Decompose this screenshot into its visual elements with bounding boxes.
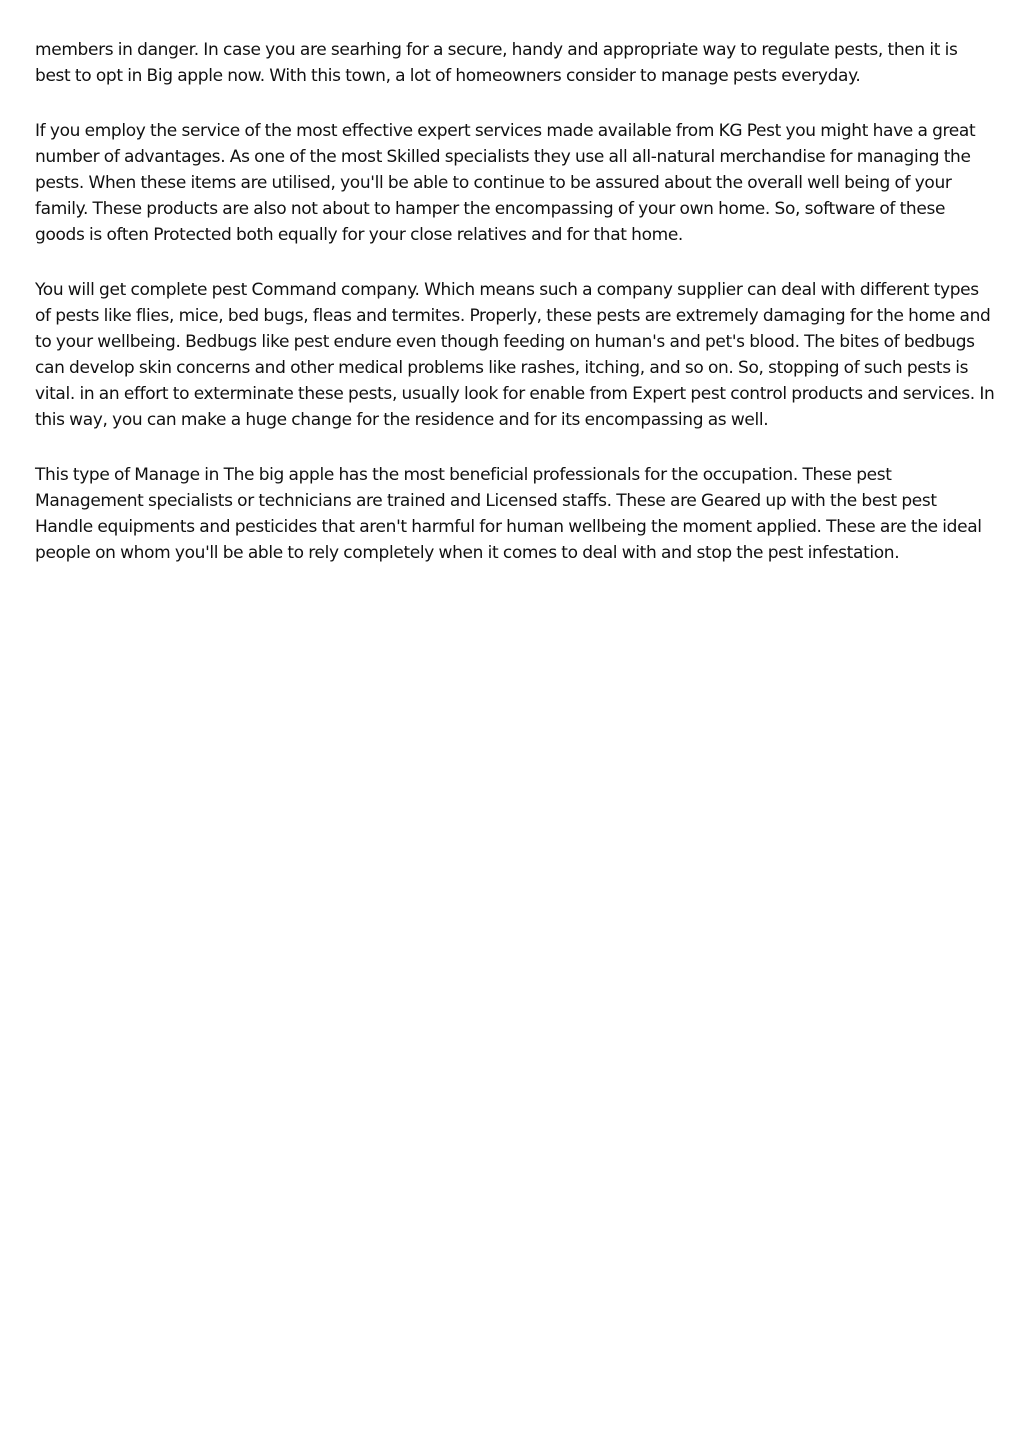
paragraph-4: This type of Manage in The big apple has the most beneficial professionals for the occupation. These pest Management specialists or technicians are trained and Licensed staffs. These are Geared up with the best pest Handle equipments and pesticides that aren't harmful for human wellbeing the moment applied. These are the ideal people on whom you'll be able to rely completely when it comes to deal with and stop the pest infestation. [35,465,982,563]
document-body [35,37,995,595]
paragraph-2: If you employ the service of the most effective expert services made available from KG Pest you might have a great number of advantages. As one of the most Skilled specialists they use all all-natural merchandise for managing the pests. When these items are utilised, you'll be able to continue to be assured about the overall well being of your family. These products are also not about to hamper the encompassing of your own home. So, software of these goods is often Protected both equally for your close relatives and for that home. [35,121,976,245]
paragraph-3: You will get complete pest Command company. Which means such a company supplier can deal with different types of pests like flies, mice, bed bugs, fleas and termites. Properly, these pests are extremely damaging for the home and to your wellbeing. Bedbugs like pest endure even though feeding on human's and pet's blood. The bites of bedbugs can develop skin concerns and other medical problems like rashes, itching, and so on. So, stopping of such pests is vital. in an effort to exterminate these pests, usually look for enable from Expert pest control products and services. In this way, you can make a huge change for the residence and for its encompassing as well. [35,280,995,430]
paragraph-1: members in danger. In case you are searhing for a secure, handy and appropriate way to regulate pests, then it is best to opt in Big apple now. With this town, a lot of homeowners consider to manage pests everyday. [35,40,958,86]
